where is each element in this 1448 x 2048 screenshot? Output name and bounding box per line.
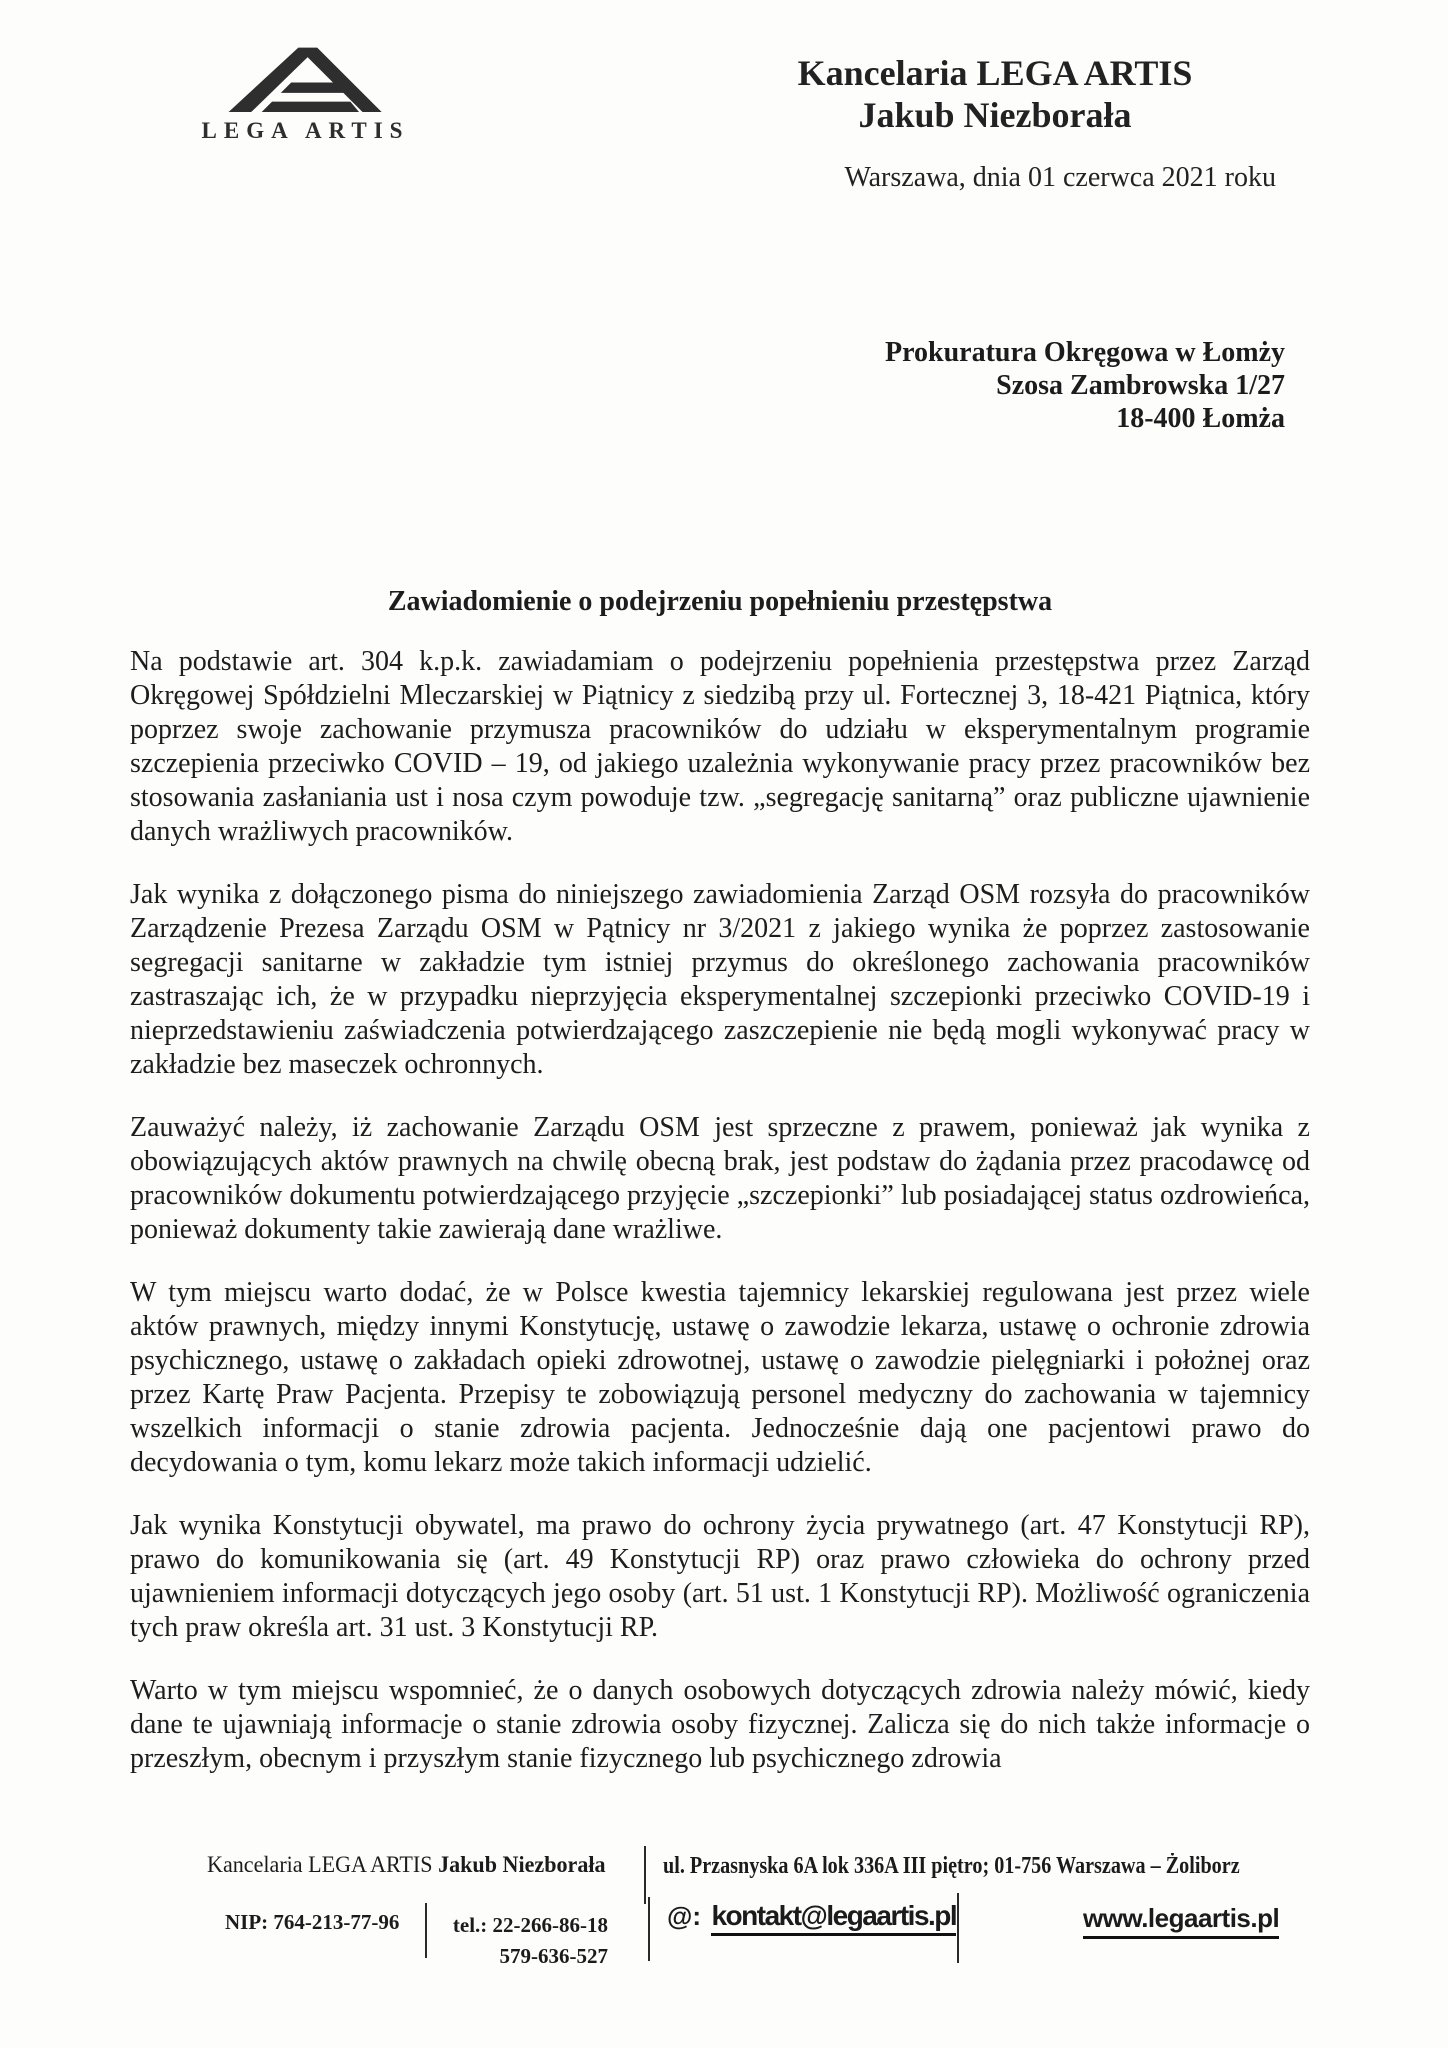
footer-divider [425,1903,427,1958]
footer-address: ul. Przasnyska 6A lok 336A III piętro; 01-756 Warszawa – Żoliborz [663,1853,1240,1879]
footer-email-row [667,1900,956,1932]
logo-triangle-icon [206,42,406,116]
footer-firm-name [207,1852,606,1878]
paragraph-4: W tym miejscu warto dodać, że w Polsce kwestia tajemnicy lekarskiej regulowana jest przez wiele aktów prawnych, między innymi Konstytucję, ustawę o zawodzie lekarza, ustawę o ochronie zdrowia psychicznego, ustawę o zakładach opieki zdrowotnej, ustawę o zawodzie pielęgniarki i położnej oraz przez Kartę Praw Pacjenta. Przepisy te zobowiązują personel medyczny do zachowania w tajemnicy wszelkich informacji o stanie zdrowia pacjenta. Jednocześnie dają one pacjentowi prawo do decydowania o tym, komu lekarz może takich informacji udzielić. [130,1277,1310,1478]
firm-name-line2: Jakub Niezborała [858,95,1132,135]
paragraph-5: Jak wynika Konstytucji obywatel, ma prawo do ochrony życia prywatnego (art. 47 Konstytucji RP), prawo do komunikowania się (art. 49 Konstytucji RP) oraz prawo człowieka do ochrony przed ujawnieniem informacji dotyczących jego osoby (art. 51 ust. 1 Konstytucji RP). Możliwość ograniczenia tych praw określa art. 31 ust. 3 Konstytucji RP. [130,1510,1310,1643]
logo-wordmark: LEGA ARTIS [201,118,410,143]
letterhead-firm-name [600,52,1390,136]
footer-website: www.legaartis.pl [1083,1903,1279,1939]
recipient-line: 18-400 Łomża [1116,403,1285,434]
recipient-block [885,336,1285,435]
subject-title: Zawiadomienie o podejrzeniu popełnieniu przestępstwa [387,586,1053,617]
date-line: Warszawa, dnia 01 czerwca 2021 roku [844,162,1276,193]
footer-nip: NIP: 764-213-77-96 [225,1910,400,1934]
letter-body [130,585,1310,1805]
footer-divider [648,1897,650,1961]
paragraph-6: Warto w tym miejscu wspomnieć, że o danych osobowych dotyczących zdrowia należy mówić, kiedy dane te ujawniają informacje o stanie zdrowia osoby fizycznej. Zalicza się do nich także informacje o przeszłym, obecnym i przyszłym stanie fizycznego lub psychicznego zdrowia [130,1675,1310,1774]
lega-artis-logo [188,42,423,144]
footer-phone-line1: tel.: 22-266-86-18 [452,1913,608,1937]
email-at-icon: @: [667,1901,702,1931]
footer-divider [644,1846,646,1904]
recipient-line: Prokuratura Okręgowa w Łomży [885,337,1285,368]
footer-firm-bold: Jakub Niezborała [438,1852,606,1877]
footer-divider [957,1893,959,1963]
paragraph-3: Zauważyć należy, iż zachowanie Zarządu OSM jest sprzeczne z prawem, ponieważ jak wynika z obowiązujących aktów prawnych na chwilę obecną brak, jest podstaw do żądania przez pracodawcę od pracowników dokumentu potwierdzającego przyjęcie „szczepionki” lub posiadającej status ozdrowieńca, ponieważ dokumenty takie zawierają dane wrażliwe. [130,1112,1310,1245]
footer-phone-line2: 579-636-527 [499,1944,608,1968]
footer-phone-block [448,1910,608,1972]
footer-email: kontakt@legaartis.pl [711,1900,956,1936]
paragraph-1: Na podstawie art. 304 k.p.k. zawiadamiam o podejrzeniu popełnienia przestępstwa przez Zarząd Okręgowej Spółdzielni Mleczarskiej w Piątnicy z siedzibą przy ul. Fortecznej 3, 18-421 Piątnica, który poprzez swoje zachowanie przymusza pracowników do udziału w eksperymentalnym programie szczepienia przeciwko COVID – 19, od jakiego uzależnia wykonywanie pracy przez pracowników bez stosowania zasłaniania ust i nosa czym powoduje tzw. „segregację sanitarną” oraz publiczne ujawnienie danych wrażliwych pracowników. [130,646,1310,847]
recipient-line: Szosa Zambrowska 1/27 [996,370,1285,401]
footer-firm-normal: Kancelaria LEGA ARTIS [207,1852,433,1877]
firm-name-line1: Kancelaria LEGA ARTIS [797,53,1193,93]
paragraph-2: Jak wynika z dołączonego pisma do niniejszego zawiadomienia Zarząd OSM rozsyła do pracowników Zarządzenie Prezesa Zarządu OSM w Pątnicy nr 3/2021 z jakiego wynika że poprzez zastosowanie segregacji sanitarne w zakładzie tym istniej przymus do określonego zachowania pracowników zastraszając ich, że w przypadku nieprzyjęcia eksperymentalnej szczepionki przeciwko COVID-19 i nieprzedstawieniu zaświadczenia potwierdzającego zaszczepienie nie będą mogli wykonywać pracy w zakładzie bez maseczek ochronnych. [130,879,1310,1080]
